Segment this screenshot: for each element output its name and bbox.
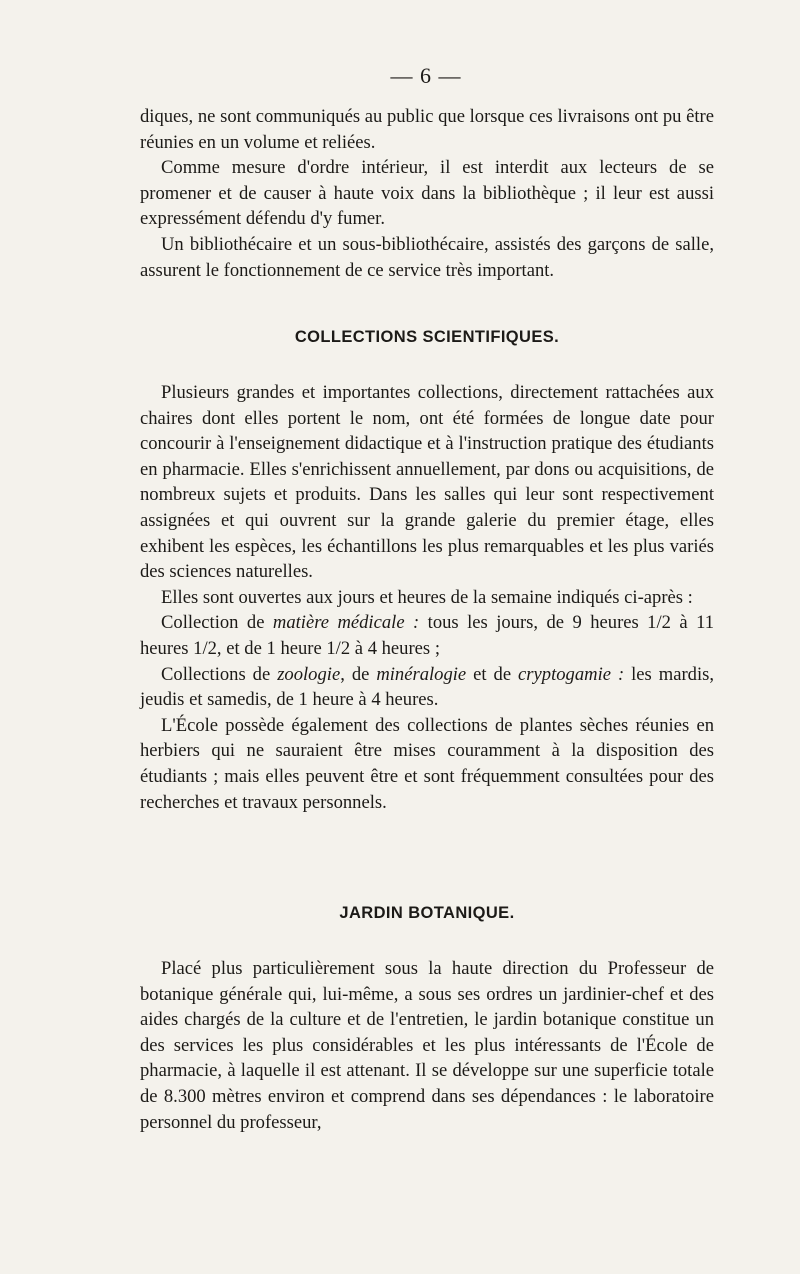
jardin-paragraph-1: Placé plus particulièrement sous la haute direction du Professeur de botanique générale qui, lui-même, a sous ses ordres un jardinier-chef et des aides chargés de la culture et de l'entretien, le jardin botanique constitue un des services les plus considérables et les plus intéressants de l'École de pharmacie, à laquelle il est attenant. Il se développe sur une superficie totale de 8.300 mètres environ et comprend dans ses dépendances : le laboratoire personnel du professeur,: [140, 958, 714, 1133]
intro-text-block: [140, 104, 714, 283]
collections-list-prefix: Collections de: [161, 663, 278, 685]
collections-paragraph-1: Plusieurs grandes et importantes collections, directement rattachées aux chaires dont elles portent le nom, ont été formées de longue date pour concourir à l'enseignement didactique et à l'instruction pratique des étudiants en pharmacie. Elles s'enrichissent annuellement, par dons ou acquisitions, de nombreux sujets et produits. Dans les salles qui leur sont respectivement assignées et qui ouvrent sur la grande galerie du premier étage, elles exhibent les espèces, les échantillons les plus remarquables et les plus variés des sciences naturelles.: [140, 382, 714, 583]
matiere-medicale-prefix: Collection de: [161, 612, 273, 634]
intro-paragraph-2: Comme mesure d'ordre intérieur, il est interdit aux lecteurs de se promener et de causer à haute voix dans la bibliothèque ; il leur est aussi expressément défendu d'y fumer.: [140, 157, 714, 230]
collections-paragraph-3: [140, 610, 714, 661]
page-number: — 6 —: [390, 63, 462, 88]
collections-paragraph-2: Elles sont ouvertes aux jours et heures de la semaine indiqués ci-après :: [161, 586, 693, 608]
collections-section-title: COLLECTIONS SCIENTIFIQUES.: [294, 328, 560, 346]
zoologie-term: zoologie: [277, 663, 341, 685]
matiere-medicale-hours: tous les jours, de 9 heures 1/2 à 11 heures 1/2, et de 1 heure 1/2 à 4 heures ;: [140, 612, 714, 659]
jardin-section-title: JARDIN BOTANIQUE.: [339, 904, 515, 922]
intro-paragraph-1: diques, ne sont communiqués au public que lorsque ces livraisons ont pu être réunies en un volume et reliées.: [140, 106, 714, 153]
mineralogie-term: minéralogie: [376, 663, 467, 685]
matiere-medicale-term: matière médicale :: [272, 612, 420, 634]
collections-text-block: [140, 380, 714, 815]
cryptogamie-term: cryptogamie :: [518, 663, 625, 685]
collections-list-sep-1: , de: [340, 663, 377, 685]
collections-list-sep-2: et de: [466, 663, 519, 685]
intro-paragraph-3: Un bibliothécaire et un sous-bibliothécaire, assistés des garçons de salle, assurent le fonctionnement de ce service très important.: [140, 233, 714, 281]
collections-paragraph-4: [140, 662, 714, 713]
collections-paragraph-5: L'École possède également des collections de plantes sèches réunies en herbiers qui ne sauraient être mises couramment à la disposition des étudiants ; mais elles peuvent être et sont fréquemment consultées pour des recherches et travaux personnels.: [140, 714, 714, 813]
collections-list-hours: les mardis, jeudis et samedis, de 1 heure à 4 heures.: [140, 663, 714, 711]
jardin-text-block: [140, 956, 714, 1135]
